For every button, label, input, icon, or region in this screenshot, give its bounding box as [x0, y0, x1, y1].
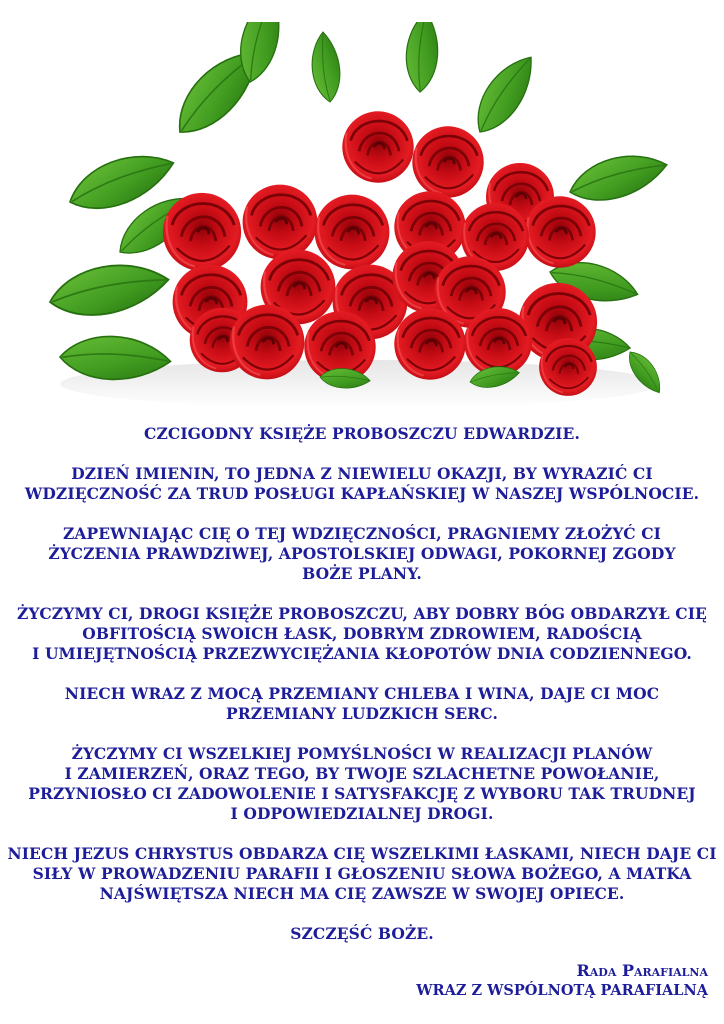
paragraph-wishes-health: ŻYCZYMY CI, DROGI KSIĘŻE PROBOSZCZU, ABY DOBRY BÓG OBDARZYŁ CIĘ OBFITOŚCIĄ SWOICH ŁASK, DOBRYM ZDROWIEM, RADOŚCIĄ I UMIEJĘTNOŚCIĄ PRZEZWYCIĘŻANIA KŁOPOTÓW DNIA CODZIENNEGO.: [17, 604, 707, 663]
salutation: CZCIGODNY KSIĘŻE PROBOSZCZU EDWARDZIE.: [144, 424, 580, 443]
paragraph-gratitude: DZIEŃ IMIENIN, TO JEDNA Z NIEWIELU OKAZJI, BY WYRAZIĆ CI WDZIĘCZNOŚĆ ZA TRUD POSŁUGI KAPŁAŃSKIEJ W NASZEJ WSPÓLNOCIE.: [24, 464, 700, 503]
signature-community: WRAZ Z WSPÓLNOTĄ PARAFIALNĄ: [416, 982, 708, 999]
rose-bouquet-icon: [30, 22, 690, 422]
letter-body: [0, 424, 724, 964]
signature-block: [416, 961, 708, 1001]
paragraph-prosperity: ŻYCZYMY CI WSZELKIEJ POMYŚLNOŚCI W REALIZACJI PLANÓW I ZAMIERZEŃ, ORAZ TEGO, BY TWOJE SZLACHETNE POWOŁANIE, PRZYNIOSŁO CI ZADOWOLENIE I SATYSFAKCJĘ Z WYBORU TAK TRUDNEJ I ODPOWIEDZIALNEJ DROGI.: [28, 744, 696, 823]
paragraph-blessing: NIECH JEZUS CHRYSTUS OBDARZA CIĘ WSZELKIMI ŁASKAMI, NIECH DAJE CI SIŁY W PROWADZENIU PARAFII I GŁOSZENIU SŁOWA BOŻEGO, A MATKA NAJŚWIĘTSZA NIECH MA CIĘ ZAWSZE W SWOJEJ OPIECE.: [7, 844, 717, 903]
paragraph-wishes-courage: ZAPEWNIAJĄC CIĘ O TEJ WDZIĘCZNOŚCI, PRAGNIEMY ZŁOŻYĆ CI ŻYCZENIA PRAWDZIWEJ, APOSTOLSKIEJ ODWAGI, POKORNEJ ZGODY BOŻE PLANY.: [48, 524, 676, 583]
closing-greeting: SZCZĘŚĆ BOŻE.: [290, 924, 434, 943]
paragraph-transformation: NIECH WRAZ Z MOCĄ PRZEMIANY CHLEBA I WINA, DAJE CI MOC PRZEMIANY LUDZKICH SERC.: [64, 684, 660, 723]
signature-council: Rada Parafialna: [576, 961, 708, 980]
